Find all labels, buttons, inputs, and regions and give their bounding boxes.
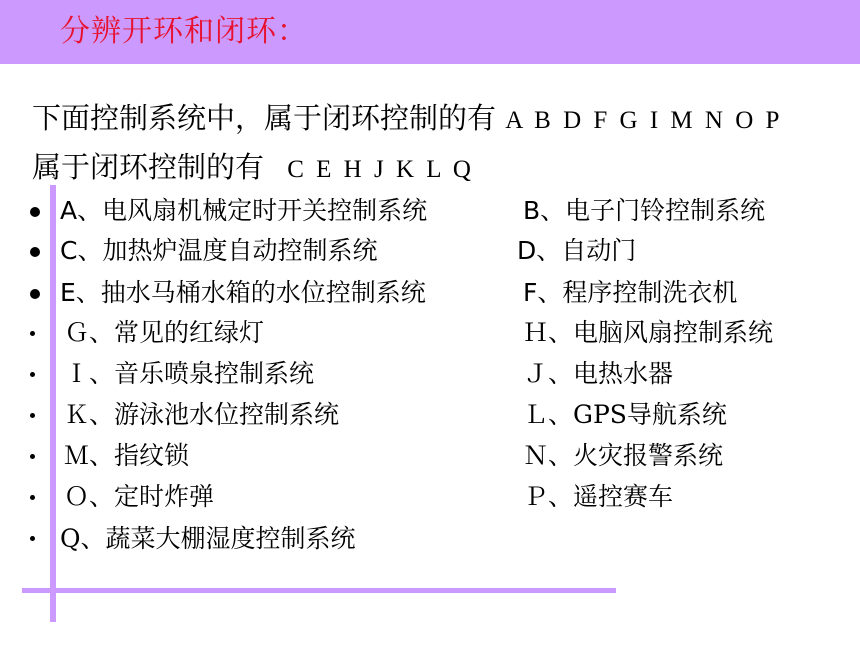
bullet-dot bbox=[30, 289, 40, 299]
question-line-1 bbox=[32, 98, 782, 141]
bullet-dot bbox=[30, 495, 35, 500]
bullet-dot bbox=[30, 207, 40, 217]
list-item-l: Ｌ、GPS导航系统 bbox=[523, 400, 727, 429]
decorative-horizontal-line bbox=[22, 588, 616, 593]
list-item-m: Ｍ、指纹锁 bbox=[64, 441, 190, 470]
list-item-e: E、抽水马桶水箱的水位控制系统 bbox=[60, 278, 426, 307]
list-item-d: D、自动门 bbox=[517, 236, 637, 265]
decorative-vertical-line bbox=[50, 185, 56, 622]
bullet-dot bbox=[30, 247, 40, 257]
bullet-dot bbox=[30, 536, 35, 541]
question-line-2 bbox=[32, 147, 474, 190]
list-item-f: F、程序控制洗衣机 bbox=[523, 278, 738, 307]
bullet-dot bbox=[30, 413, 35, 418]
list-item-o: Ｏ、定时炸弹 bbox=[64, 482, 215, 511]
list-item-k: Ｋ、游泳池水位控制系统 bbox=[64, 400, 340, 429]
question-text-2: 属于闭环控制的有 bbox=[32, 150, 265, 184]
question-text-1: 下面控制系统中，属于闭环控制的有 bbox=[32, 101, 497, 135]
answer-letters-1: A B D F G I M N O P bbox=[505, 107, 783, 134]
list-item-n: Ｎ、火灾报警系统 bbox=[523, 441, 724, 470]
bullet-dot bbox=[30, 372, 35, 377]
bullet-dot bbox=[30, 454, 35, 459]
list-item-a: A、电风扇机械定时开关控制系统 bbox=[60, 196, 428, 225]
list-item-b: B、电子门铃控制系统 bbox=[523, 196, 766, 225]
list-item-h: Ｈ、电脑风扇控制系统 bbox=[523, 318, 774, 347]
list-item-p: Ｐ、遥控赛车 bbox=[523, 482, 674, 511]
list-item-j: Ｊ、电热水器 bbox=[523, 359, 674, 388]
list-item-q: Q、蔬菜大棚湿度控制系统 bbox=[60, 524, 356, 553]
list-item-c: C、加热炉温度自动控制系统 bbox=[60, 236, 378, 265]
answer-letters-2: C E H J K L Q bbox=[287, 156, 474, 183]
bullet-dot bbox=[30, 331, 35, 336]
slide-title: 分辨开环和闭环： bbox=[60, 14, 308, 49]
list-item-i: Ｉ、音乐喷泉控制系统 bbox=[64, 359, 315, 388]
list-item-g: Ｇ、常见的红绿灯 bbox=[64, 318, 265, 347]
